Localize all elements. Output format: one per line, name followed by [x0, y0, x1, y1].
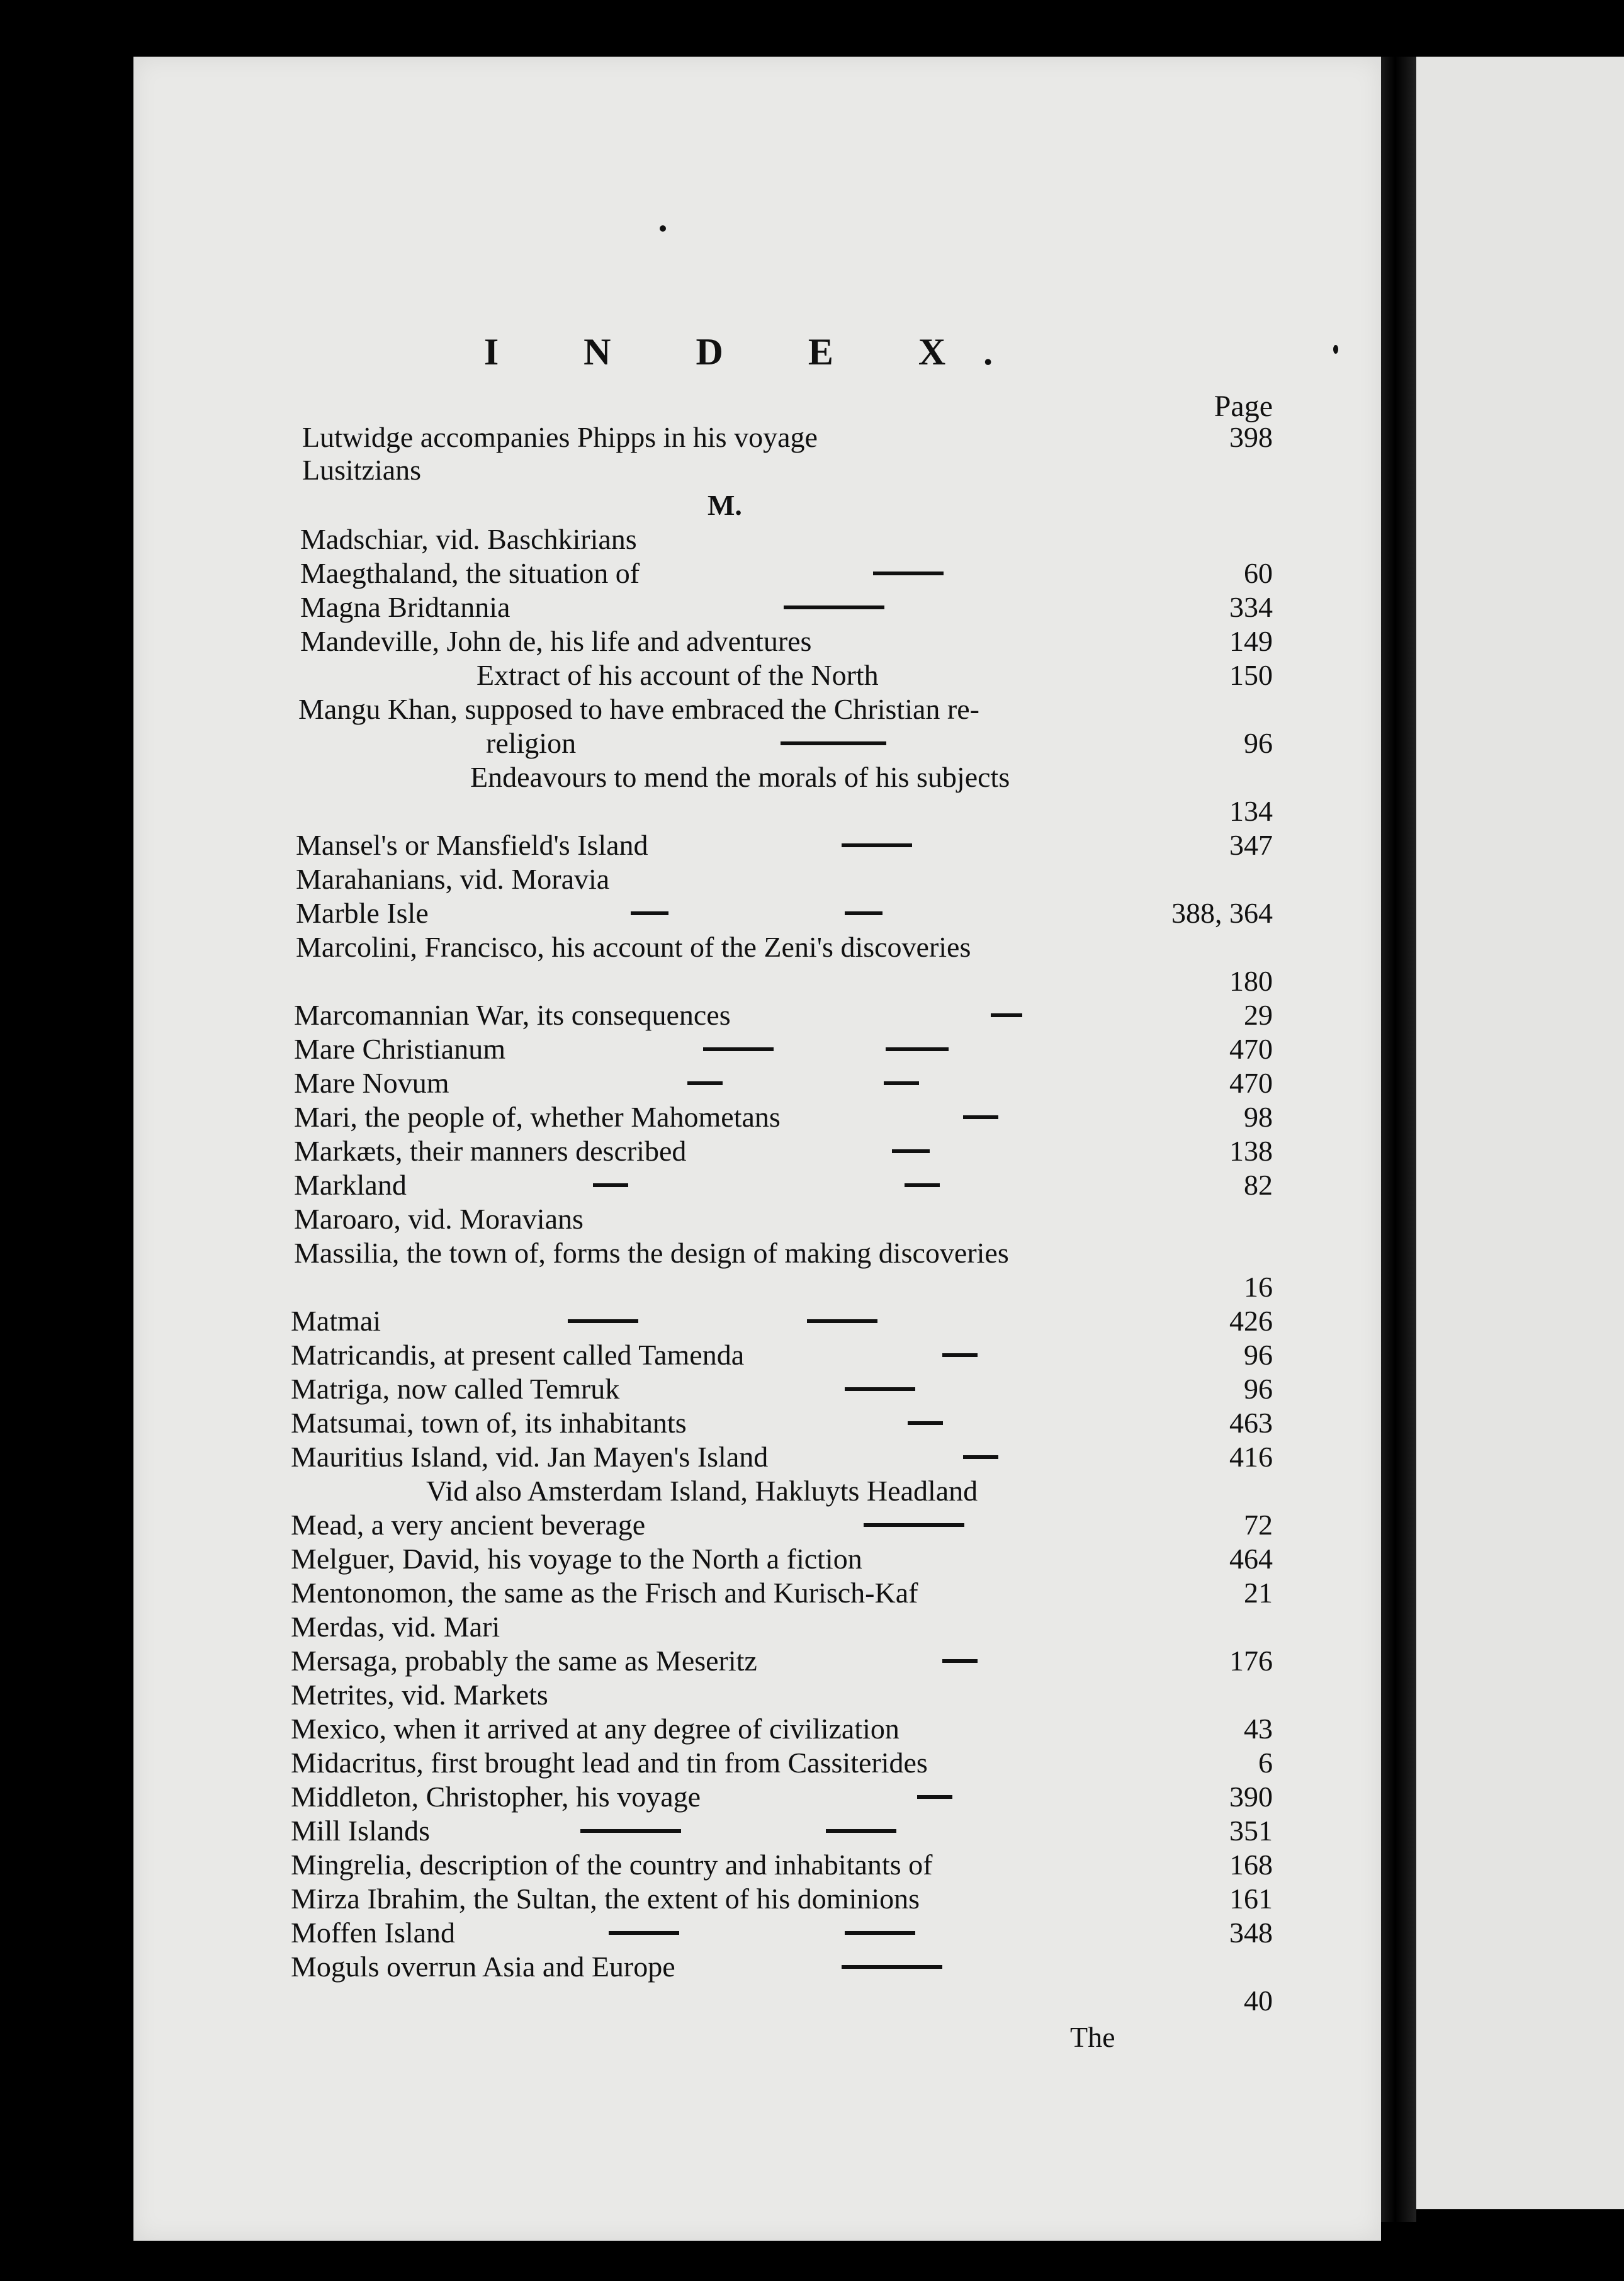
index-entry [133, 1236, 1381, 1271]
entry-text: Madschiar, vid. Baschkirians [300, 523, 637, 555]
index-entry [133, 1848, 1381, 1883]
entry-text: Mansel's or Mansfield's Island [296, 829, 648, 861]
index-entry [133, 964, 1381, 1000]
index-entry [133, 1474, 1381, 1509]
entry-page: 96 [1244, 727, 1273, 759]
entry-page: 176 [1229, 1645, 1273, 1677]
entry-page: 16 [1244, 1271, 1273, 1303]
index-entry [133, 1916, 1381, 1951]
index-entry [133, 556, 1381, 592]
page-column-heading: Page [1214, 390, 1273, 423]
entry-text: Markland [294, 1169, 407, 1201]
index-entry [133, 1950, 1381, 1985]
leader-dash [842, 1965, 942, 1969]
index-entry [133, 1576, 1381, 1611]
page-title: I N D E X. [483, 331, 1031, 373]
index-entry [133, 1168, 1381, 1203]
index-entry [133, 1984, 1381, 2019]
leader-dash [580, 1829, 681, 1833]
entry-text: Moguls overrun Asia and Europe [291, 1951, 675, 1983]
index-entry [133, 522, 1381, 558]
leader-dash [991, 1013, 1022, 1017]
leader-dash [593, 1183, 628, 1187]
entry-text: Marcomannian War, its consequences [294, 999, 731, 1031]
index-entry [133, 1882, 1381, 1917]
entry-page: 29 [1244, 999, 1273, 1031]
entry-text: Markæts, their manners described [294, 1135, 687, 1167]
leader-dash [864, 1523, 964, 1527]
leader-dash [873, 572, 944, 575]
entry-text: Maegthaland, the situation of [300, 557, 640, 589]
entry-text: Midacritus, first brought lead and tin from Cassiterides [291, 1747, 928, 1779]
ink-speck [660, 225, 666, 232]
index-entry [133, 1304, 1381, 1339]
index-entry [133, 1610, 1381, 1645]
index-entry [133, 760, 1381, 796]
leader-dash [884, 1081, 919, 1085]
index-entry [133, 828, 1381, 864]
entry-text: Middleton, Christopher, his voyage [291, 1781, 701, 1813]
entry-page: 348 [1229, 1917, 1273, 1949]
entry-page: 464 [1229, 1543, 1273, 1575]
entry-text: Mingrelia, description of the country and inhabitants of [291, 1849, 933, 1881]
entry-text: Marcolini, Francisco, his account of the Zeni's discoveries [296, 931, 971, 963]
index-entry [133, 420, 1381, 456]
entry-page: 134 [1229, 795, 1273, 827]
index-entry [133, 1542, 1381, 1577]
entry-page: 334 [1229, 591, 1273, 623]
leader-dash [886, 1047, 949, 1051]
entry-text: Matriga, now called Temruk [291, 1373, 620, 1405]
entry-text: Vid also Amsterdam Island, Hakluyts Headland [426, 1475, 978, 1507]
entry-page: 60 [1244, 557, 1273, 589]
index-entry [133, 1338, 1381, 1373]
index-entry [133, 896, 1381, 932]
entry-page: 390 [1229, 1781, 1273, 1813]
index-page [133, 57, 1381, 2241]
index-entry [133, 1406, 1381, 1441]
index-entry [133, 1814, 1381, 1849]
leader-dash [963, 1455, 998, 1459]
index-entry [133, 453, 1381, 488]
leader-dash [917, 1795, 952, 1799]
index-entry [133, 658, 1381, 694]
entry-page: 96 [1244, 1373, 1273, 1405]
entry-page: 463 [1229, 1407, 1273, 1439]
entry-text: Massilia, the town of, forms the design of making discoveries [294, 1237, 1009, 1269]
entry-text: Moffen Island [291, 1917, 456, 1949]
leader-dash [845, 911, 882, 915]
entry-page: 40 [1244, 1985, 1273, 2017]
entry-page: 149 [1229, 625, 1273, 657]
entry-page: 82 [1244, 1169, 1273, 1201]
index-entry [133, 1032, 1381, 1067]
entry-text: Marble Isle [296, 897, 429, 929]
entry-text: Matsumai, town of, its inhabitants [291, 1407, 687, 1439]
leader-dash [687, 1081, 723, 1085]
entry-page: 470 [1229, 1067, 1273, 1099]
entry-text: Extract of his account of the North [476, 659, 879, 691]
index-entry [133, 1372, 1381, 1407]
entry-text: Mari, the people of, whether Mahometans [294, 1101, 781, 1133]
leader-dash [568, 1319, 638, 1323]
entry-text: Magna Bridtannia [300, 591, 510, 623]
index-entry [133, 692, 1381, 728]
leader-dash [781, 741, 886, 745]
entry-page: 72 [1244, 1509, 1273, 1541]
entry-page: 21 [1244, 1577, 1273, 1609]
entry-text: Matricandis, at present called Tamenda [291, 1339, 745, 1371]
entry-text: religion [486, 727, 577, 759]
entry-page: 43 [1244, 1713, 1273, 1745]
entry-text: Lusitzians [302, 454, 422, 486]
entry-text: Mirza Ibrahim, the Sultan, the extent of his dominions [291, 1883, 920, 1915]
leader-dash [942, 1659, 978, 1663]
entry-text: Merdas, vid. Mari [291, 1611, 500, 1643]
leader-dash [784, 605, 884, 609]
entry-page: 180 [1229, 965, 1273, 997]
entry-page: 150 [1229, 659, 1273, 691]
index-entry [133, 1712, 1381, 1747]
entry-text: Mangu Khan, supposed to have embraced the Christian re- [298, 693, 979, 725]
entry-page: 398 [1229, 421, 1273, 453]
index-entry [133, 1508, 1381, 1543]
index-entry [133, 726, 1381, 762]
leader-dash [908, 1421, 943, 1425]
entry-page: 161 [1229, 1883, 1273, 1915]
section-letter: M. [708, 489, 742, 521]
index-entry [133, 1270, 1381, 1305]
entry-text: Mentonomon, the same as the Frisch and Kurisch-Kaf [291, 1577, 918, 1609]
entry-text: Mauritius Island, vid. Jan Mayen's Island [291, 1441, 769, 1473]
entry-page: 138 [1229, 1135, 1273, 1167]
entry-page: 351 [1229, 1815, 1273, 1847]
leader-dash [845, 1387, 915, 1391]
entry-text: Marahanians, vid. Moravia [296, 863, 610, 895]
leader-dash [892, 1149, 930, 1153]
index-entry [133, 1678, 1381, 1713]
leader-dash [942, 1353, 978, 1357]
index-entry [133, 590, 1381, 626]
leader-dash [845, 1931, 915, 1935]
entry-text: Mare Novum [294, 1067, 449, 1099]
leader-dash [826, 1829, 896, 1833]
index-entry [133, 998, 1381, 1033]
entry-text: Mersaga, probably the same as Meseritz [291, 1645, 757, 1677]
leader-dash [609, 1931, 679, 1935]
leader-dash [905, 1183, 940, 1187]
entry-text: Mandeville, John de, his life and adventures [300, 625, 812, 657]
entry-page: 416 [1229, 1441, 1273, 1473]
entry-text: Matmai [291, 1305, 381, 1337]
leader-dash [963, 1115, 998, 1119]
catchword: The [1070, 2021, 1115, 2053]
entry-text: Mare Christianum [294, 1033, 505, 1065]
entry-text: Maroaro, vid. Moravians [294, 1203, 584, 1235]
index-entry [133, 1644, 1381, 1679]
entry-page: 388, 364 [1171, 897, 1273, 929]
index-entry [133, 1066, 1381, 1101]
index-entry [133, 1780, 1381, 1815]
index-entry [133, 930, 1381, 966]
index-entry [133, 794, 1381, 830]
entry-page: 347 [1229, 829, 1273, 861]
leader-dash [703, 1047, 774, 1051]
entry-page: 426 [1229, 1305, 1273, 1337]
entry-page: 98 [1244, 1101, 1273, 1133]
index-entry [133, 1202, 1381, 1237]
leader-dash [631, 911, 668, 915]
index-entry [133, 1746, 1381, 1781]
index-entry [133, 624, 1381, 660]
entry-text: Mill Islands [291, 1815, 431, 1847]
book-gutter [1381, 57, 1416, 2222]
entry-text: Lutwidge accompanies Phipps in his voyage [302, 421, 818, 453]
facing-page-edge [1416, 57, 1624, 2209]
entry-page: 96 [1244, 1339, 1273, 1371]
entry-text: Melguer, David, his voyage to the North a fiction [291, 1543, 862, 1575]
index-entry [133, 1100, 1381, 1135]
index-entry [133, 1440, 1381, 1475]
entry-text: Mead, a very ancient beverage [291, 1509, 646, 1541]
entry-page: 168 [1229, 1849, 1273, 1881]
entry-text: Metrites, vid. Markets [291, 1679, 548, 1711]
entry-page: 470 [1229, 1033, 1273, 1065]
leader-dash [842, 843, 912, 847]
entry-page: 6 [1258, 1747, 1273, 1779]
index-entry [133, 862, 1381, 898]
entry-text: Endeavours to mend the morals of his subjects [470, 761, 1010, 793]
entry-text: Mexico, when it arrived at any degree of civilization [291, 1713, 899, 1745]
leader-dash [807, 1319, 877, 1323]
index-entry [133, 1134, 1381, 1169]
